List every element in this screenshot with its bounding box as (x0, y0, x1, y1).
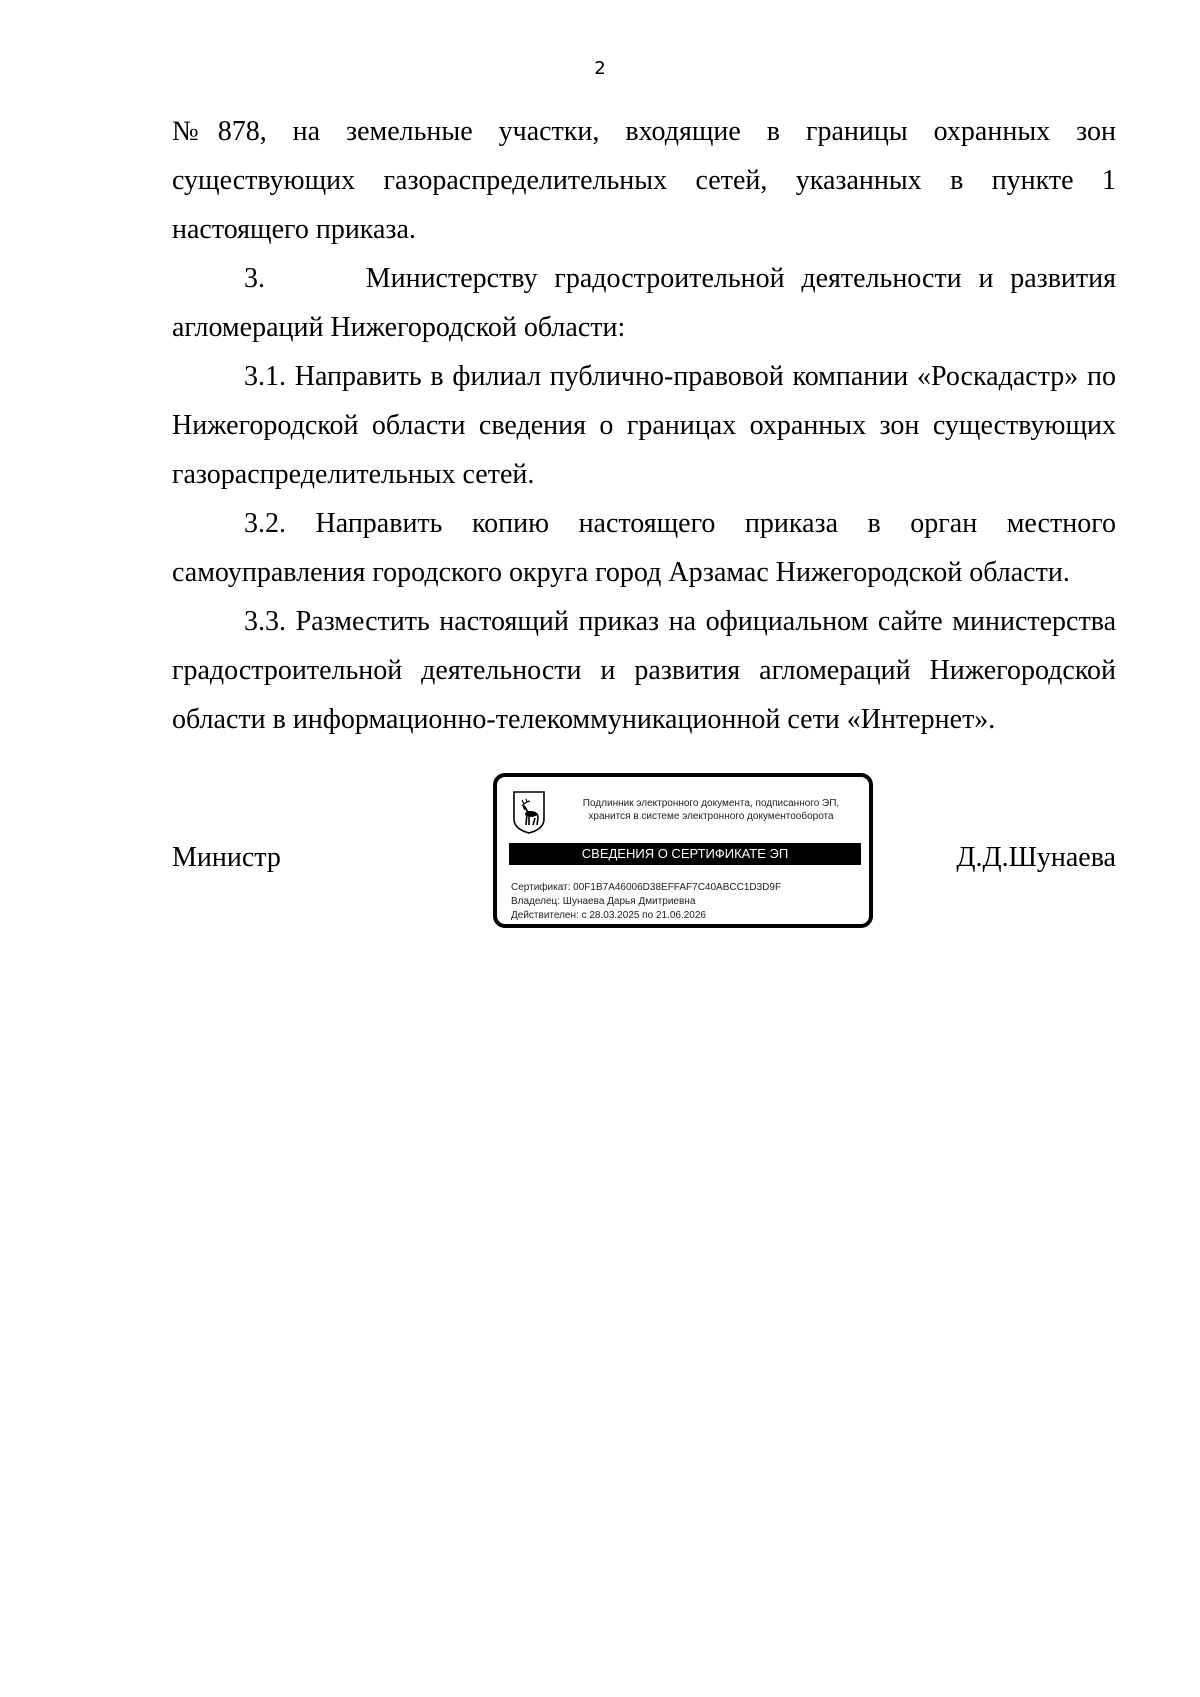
paragraph-continuation: №878, на земельные участки, входящие в границы охранных зон существующих газораспределительных сетей, указанных в пункте 1 настоящего приказа. (172, 116, 1116, 245)
document-body (172, 107, 1123, 744)
page-number: 2 (594, 58, 606, 79)
paragraph-item-3-1: 3.1. Направить в филиал публично-правовой компании «Роскадастр» по Нижегородской области сведения о границах охранных зон существующих газораспределительных сетей. (172, 361, 1116, 490)
stamp-details (511, 881, 781, 923)
electronic-signature-stamp (493, 773, 873, 928)
stamp-caption-line: хранится в системе электронного документооборота (588, 811, 834, 822)
paragraph-item-3: 3. Министерству градостроительной деятельности и развития агломераций Нижегородской области: (172, 263, 1123, 343)
certificate-number: Сертификат: 00F1B7A46006D38EFFAF7C40ABCC1D3D9F (511, 882, 782, 893)
certificate-validity: Действителен: с 28.03.2025 по 21.06.2026 (511, 910, 706, 921)
deer-emblem-icon (511, 789, 547, 835)
paragraph-item-3-2: 3.2. Направить копию настоящего приказа в орган местного самоуправления городского округа город Арзамас Нижегородской области. (172, 508, 1116, 588)
signer-title: Министр (172, 842, 281, 873)
stamp-caption-line: Подлинник электронного документа, подписанного ЭП, (582, 798, 840, 809)
signer-name: Д.Д.Шунаева (956, 842, 1116, 873)
stamp-header: СВЕДЕНИЯ О СЕРТИФИКАТЕ ЭП (509, 843, 861, 865)
certificate-owner: Владелец: Шунаева Дарья Дмитриевна (511, 896, 696, 907)
stamp-caption (555, 797, 867, 823)
paragraph-item-3-3: 3.3. Разместить настоящий приказ на официальном сайте министерства градостроительной деятельности и развития агломераций Нижегородской области в информационно-телекоммуникационной сети «Интернет». (172, 606, 1116, 735)
